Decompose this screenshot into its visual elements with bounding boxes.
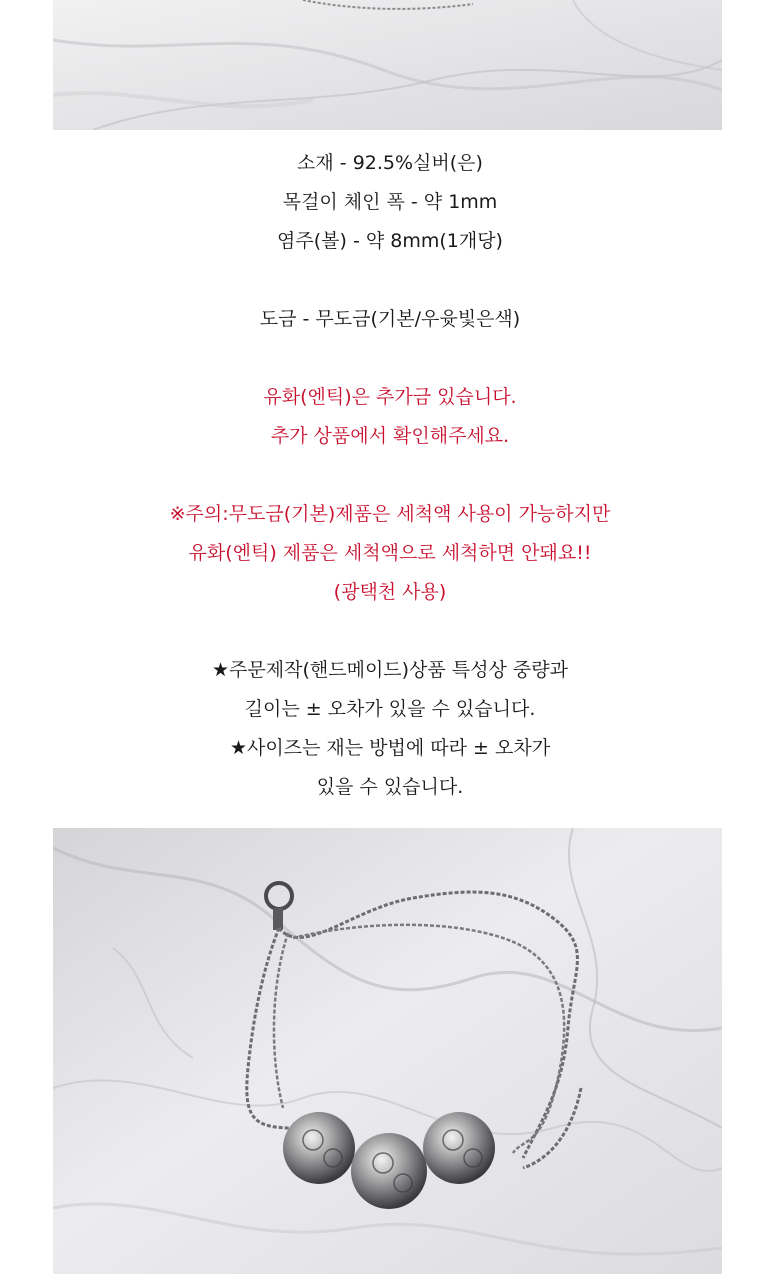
spec-material: 소재 - 92.5%실버(은) <box>297 152 483 174</box>
antique-notice-1: 유화(엔틱)은 추가금 있습니다. <box>263 386 517 408</box>
spec-bead-size: 염주(볼) - 약 8mm(1개당) <box>277 230 503 252</box>
caution-line-2: 유화(엔틱) 제품은 세척액으로 세척하면 안돼요!! <box>188 542 592 564</box>
note-line-1: ★주문제작(핸드메이드)상품 특성상 중량과 <box>212 659 568 681</box>
antique-notice-2: 추가 상품에서 확인해주세요. <box>270 425 510 447</box>
bracelet-image <box>53 828 722 1274</box>
note-line-4: 있을 수 있습니다. <box>316 776 464 798</box>
note-line-2: 길이는 ± 오차가 있을 수 있습니다. <box>244 698 536 720</box>
product-description <box>0 144 780 807</box>
product-photo-bottom <box>53 828 722 1274</box>
spec-chain-width: 목걸이 체인 폭 - 약 1mm <box>282 191 498 213</box>
caution-line-3: (광택천 사용) <box>333 581 447 603</box>
caution-line-1: ※주의:무도금(기본)제품은 세척액 사용이 가능하지만 <box>169 503 611 525</box>
marble-chain-image <box>53 0 722 130</box>
note-line-3: ★사이즈는 재는 방법에 따라 ± 오차가 <box>229 737 551 759</box>
plating-info: 도금 - 무도금(기본/우윳빛은색) <box>259 308 521 330</box>
product-photo-top <box>53 0 722 130</box>
